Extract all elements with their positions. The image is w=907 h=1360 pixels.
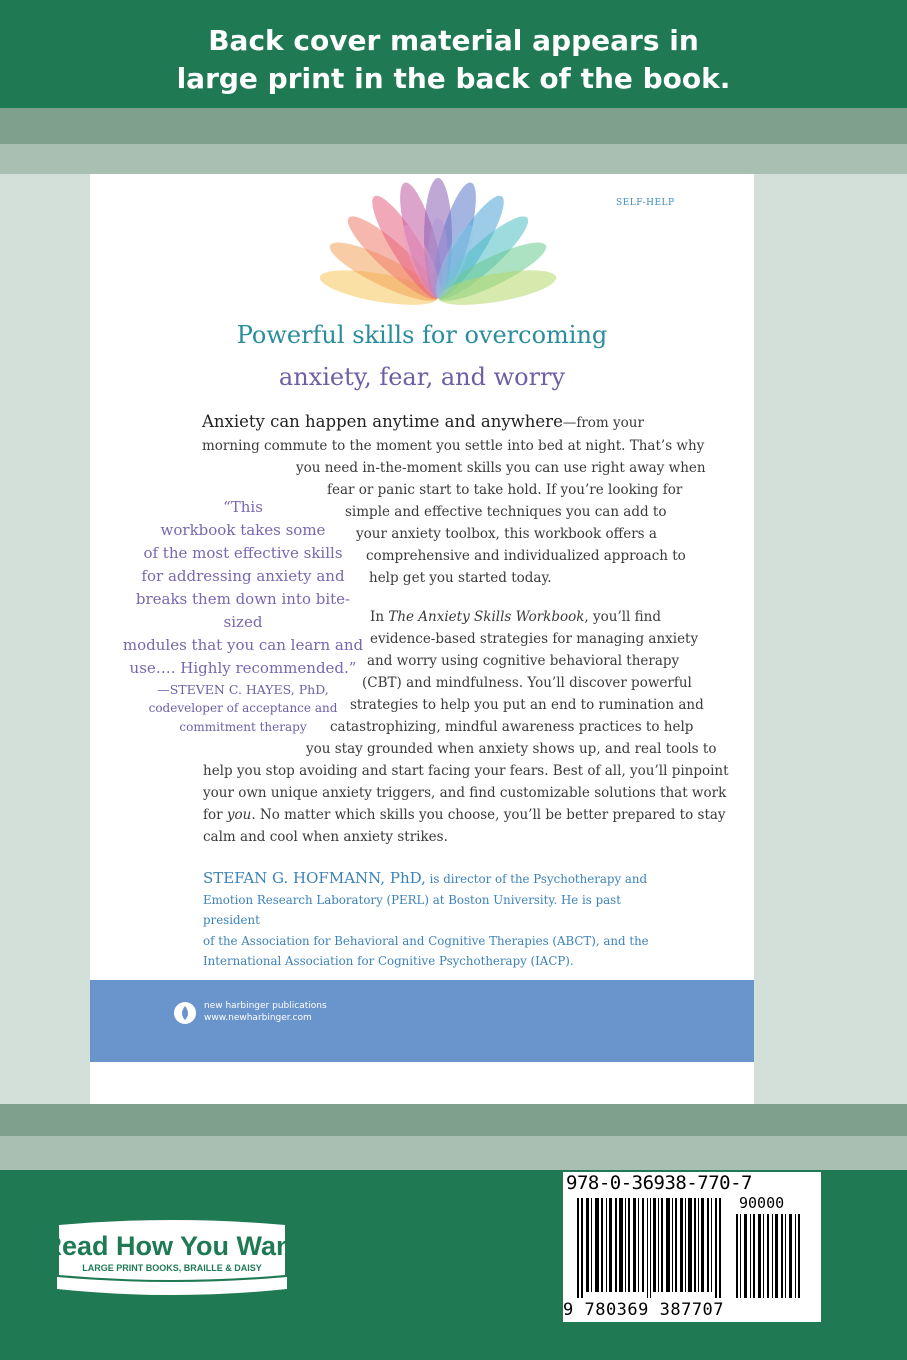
isbn-bottom: 9 780369 387707: [563, 1300, 725, 1320]
desc-line: strategies to help you put an end to rumination and: [350, 697, 704, 713]
desc-suffix: , you’ll find: [584, 609, 662, 625]
intro-line: simple and effective techniques you can add to: [345, 504, 667, 520]
quote-line: breaks them down into bite-sized: [135, 590, 351, 631]
desc-prefix: In: [370, 609, 389, 625]
desc-line: [370, 607, 661, 627]
desc-line: you stay grounded when anxiety shows up, and real tools to: [306, 741, 717, 757]
intro-line: you need in-the-moment skills you can use right away when: [296, 460, 706, 476]
headline-line-2: anxiety, fear, and worry: [278, 363, 566, 391]
banner-line-2: large print in the back of the book.: [176, 62, 731, 95]
author-bio-line: Emotion Research Laboratory (PERL) at Boston University. He is past president: [203, 892, 621, 927]
banner-text: [0, 22, 907, 98]
banner-line-1: Back cover material appears in: [208, 24, 699, 57]
quote-line: for addressing anxiety and: [141, 567, 345, 585]
quote-role-line: commitment therapy: [179, 720, 307, 734]
intro-line: fear or panic start to take hold. If you’re looking for: [327, 482, 683, 498]
quote-line: modules that you can learn and: [122, 636, 364, 654]
stripe: [0, 1136, 907, 1172]
quote-line: of the most effective skills: [143, 544, 343, 562]
lotus-icon: [348, 174, 528, 304]
leaf-icon: [174, 1002, 196, 1024]
barcode: [563, 1172, 821, 1322]
desc-line: and worry using cognitive behavioral therapy: [367, 653, 680, 669]
intro-line: [202, 412, 644, 433]
desc-line: [203, 805, 726, 825]
desc-line: help you stop avoiding and start facing your fears. Best of all, you’ll pinpoint: [203, 763, 729, 779]
desc-line-9-rest: . No matter which skills you choose, you’ll be better prepared to stay: [251, 807, 726, 823]
author-bio-line-1: is director of the Psychotherapy and: [425, 872, 648, 886]
side-border-right: [754, 174, 907, 1104]
rhyw-tagline: LARGE PRINT BOOKS, BRAILLE & DAISY: [82, 1263, 262, 1273]
author-bio: [203, 868, 673, 972]
headline: [90, 314, 754, 398]
publisher-text: [204, 1000, 327, 1024]
barcode-bars: [577, 1198, 727, 1298]
book-title: The Anxiety Skills Workbook: [388, 609, 585, 625]
isbn-top: 978-0-36938-770-7: [566, 1172, 752, 1194]
desc-line: (CBT) and mindfulness. You’ll discover powerful: [362, 675, 692, 691]
desc-line: your own unique anxiety triggers, and find customizable solutions that work: [203, 785, 727, 801]
publisher-name: new harbinger publications: [204, 1001, 327, 1011]
intro-line: your anxiety toolbox, this workbook offers a: [356, 526, 657, 542]
intro-line-1-rest: —from your: [562, 415, 644, 431]
endorsement-quote: [118, 496, 368, 737]
stripe: [0, 1104, 907, 1136]
desc-line: catastrophizing, mindful awareness practices to help: [330, 719, 694, 735]
category-label: SELF-HELP: [616, 198, 675, 208]
stripe: [0, 108, 907, 144]
intro-line: comprehensive and individualized approach to: [366, 548, 686, 564]
author-name: STEFAN G. HOFMANN, PhD,: [203, 869, 426, 887]
quote-attribution: —STEVEN C. HAYES, PhD,: [157, 682, 329, 697]
headline-line-1: Powerful skills for overcoming: [236, 321, 608, 349]
quote-line: workbook takes some: [160, 521, 326, 539]
desc-emphasis: you: [226, 807, 252, 823]
author-bio-line: of the Association for Behavioral and Cognitive Therapies (ABCT), and the: [203, 933, 649, 948]
stripe: [0, 144, 907, 174]
desc-line: calm and cool when anxiety strikes.: [203, 829, 448, 845]
back-cover: [90, 174, 754, 1104]
intro-lead: Anxiety can happen anytime and anywhere: [202, 412, 563, 431]
side-border-left: [0, 174, 90, 1104]
quote-line: use…. Highly recommended.”: [129, 659, 357, 677]
author-bio-line: International Association for Cognitive Psychotherapy (IACP).: [203, 954, 574, 968]
price-code: 90000: [739, 1194, 785, 1212]
publisher-band: [90, 980, 754, 1062]
quote-line: “This: [223, 498, 263, 516]
price-barcode-bars: [736, 1214, 806, 1298]
intro-line: help get you started today.: [369, 570, 552, 586]
publisher-logo-icon: [174, 1002, 196, 1024]
publisher-url: www.newharbinger.com: [204, 1013, 312, 1023]
desc-line-9-prefix: for: [203, 807, 227, 823]
quote-role-line: codeveloper of acceptance and: [148, 701, 338, 715]
intro-line: morning commute to the moment you settle into bed at night. That’s why: [202, 438, 705, 454]
read-how-you-want-logo: [42, 1215, 302, 1299]
author-bio-line: [203, 868, 673, 890]
desc-line: evidence-based strategies for managing anxiety: [370, 631, 699, 647]
top-banner: [0, 0, 907, 108]
rhyw-brand: Read How You Want: [42, 1231, 302, 1261]
